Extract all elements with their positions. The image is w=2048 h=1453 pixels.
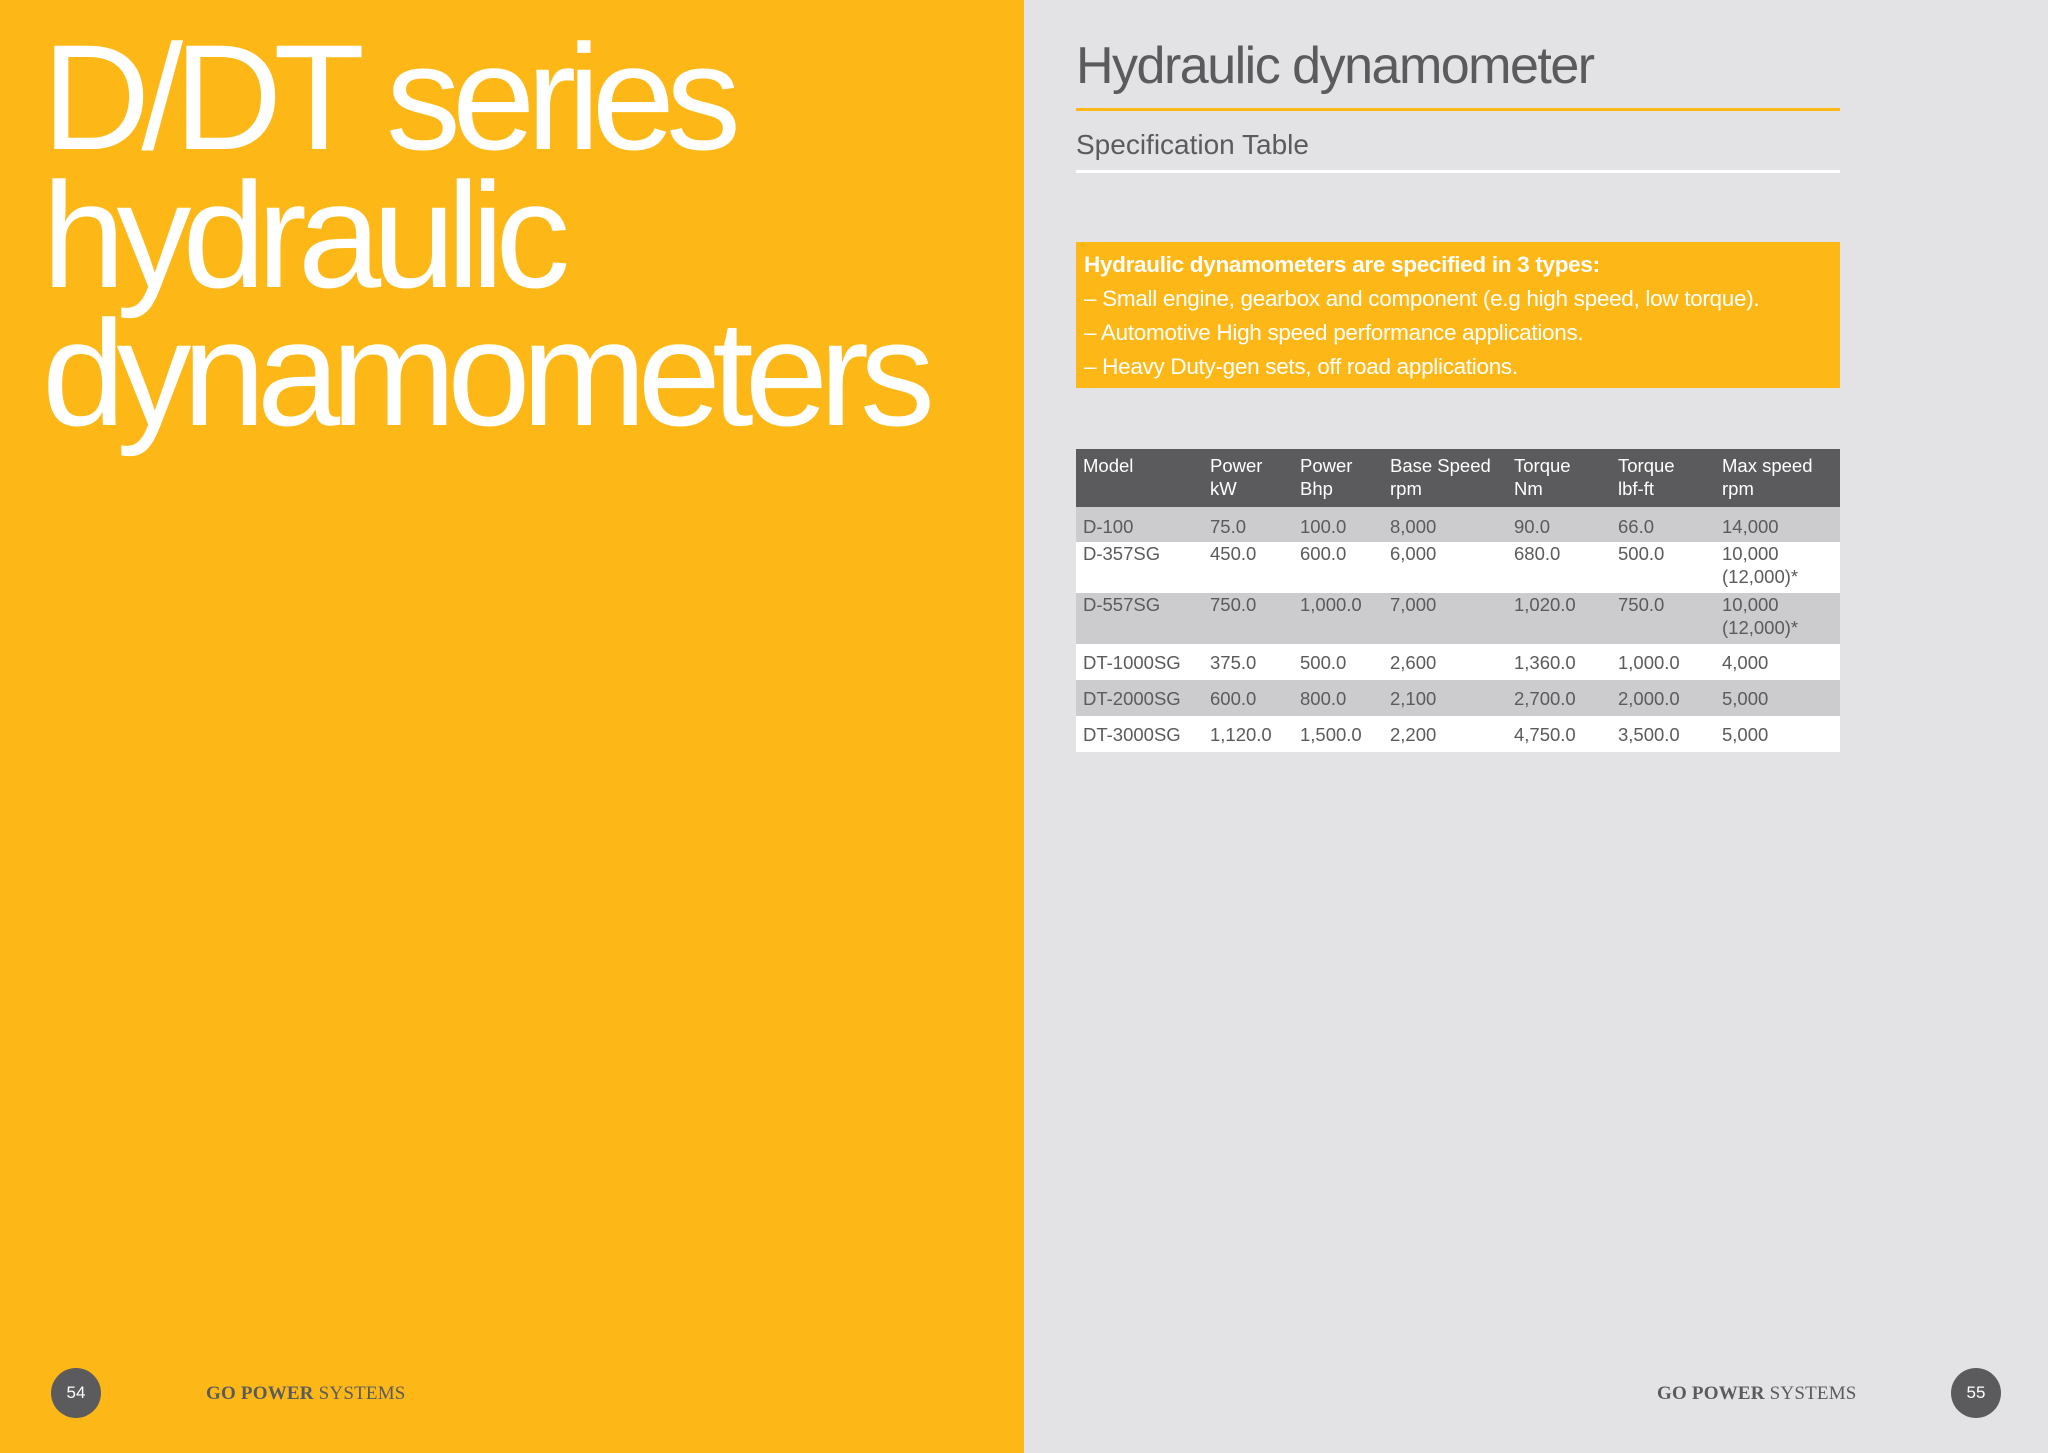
- page-title: Hydraulic dynamometer: [1076, 37, 1594, 95]
- section-title-line-3: dynamometers: [42, 289, 927, 457]
- page-number-right: 55: [1951, 1368, 2001, 1418]
- cell-torque-lbfft: 1,000.0: [1611, 644, 1715, 680]
- cell-model: D-100: [1076, 515, 1203, 542]
- cell-model: DT-3000SG: [1076, 716, 1203, 752]
- table-row: [1076, 542, 1840, 593]
- cell-max-speed: 5,000: [1715, 716, 1840, 752]
- table-spacer: [1076, 507, 1840, 515]
- cell-max-speed: 4,000: [1715, 644, 1840, 680]
- cell-power-kw: 1,120.0: [1203, 716, 1293, 752]
- cell-base-speed: 6,000: [1383, 542, 1507, 593]
- brand-regular: SYSTEMS: [318, 1383, 406, 1404]
- header-torque-lbfft: Torque lbf-ft: [1611, 449, 1715, 507]
- cell-max-speed: 14,000: [1715, 515, 1840, 542]
- cell-base-speed: 2,200: [1383, 716, 1507, 752]
- callout-item: – Heavy Duty-gen sets, off road applications.: [1084, 354, 1518, 379]
- header-power-bhp: Power Bhp: [1293, 449, 1383, 507]
- header-torque-nm: Torque Nm: [1507, 449, 1611, 507]
- callout-item: – Automotive High speed performance applications.: [1084, 320, 1584, 345]
- subtitle-divider: [1076, 170, 1840, 173]
- page-subtitle: Specification Table: [1076, 129, 1309, 160]
- brand-bold: GO POWER: [206, 1383, 314, 1404]
- cell-torque-lbfft: 2,000.0: [1611, 680, 1715, 716]
- cell-torque-lbfft: 750.0: [1611, 593, 1715, 644]
- cell-power-bhp: 100.0: [1293, 515, 1383, 542]
- cell-power-kw: 450.0: [1203, 542, 1293, 593]
- callout-item: – Small engine, gearbox and component (e.g high speed, low torque).: [1084, 286, 1760, 311]
- table-row: [1076, 593, 1840, 644]
- table-row: [1076, 716, 1840, 752]
- cell-torque-nm: 2,700.0: [1507, 680, 1611, 716]
- cell-power-kw: 75.0: [1203, 515, 1293, 542]
- header-base-speed: Base Speed rpm: [1383, 449, 1507, 507]
- cell-power-bhp: 1,500.0: [1293, 716, 1383, 752]
- cell-model: DT-2000SG: [1076, 680, 1203, 716]
- callout-lead: Hydraulic dynamometers are specified in 3 types:: [1084, 252, 1600, 277]
- brand-regular: SYSTEMS: [1769, 1383, 1857, 1404]
- cell-power-bhp: 800.0: [1293, 680, 1383, 716]
- brand-footer-left: [206, 1383, 406, 1405]
- cell-model: D-357SG: [1076, 542, 1203, 593]
- section-title-line-2: hydraulic: [42, 151, 562, 319]
- header-model: Model: [1076, 449, 1203, 507]
- cell-torque-nm: 4,750.0: [1507, 716, 1611, 752]
- cell-max-speed: 10,000 (12,000)*: [1715, 593, 1840, 644]
- cell-torque-lbfft: 500.0: [1611, 542, 1715, 593]
- table-row: [1076, 680, 1840, 716]
- brand-bold: GO POWER: [1657, 1383, 1765, 1404]
- cell-torque-lbfft: 3,500.0: [1611, 716, 1715, 752]
- brand-footer-right: [1657, 1383, 1857, 1405]
- cell-model: D-557SG: [1076, 593, 1203, 644]
- section-title-line-1: D/DT series: [42, 13, 733, 181]
- header-power-kw: Power kW: [1203, 449, 1293, 507]
- cell-base-speed: 2,100: [1383, 680, 1507, 716]
- cell-max-speed: 5,000: [1715, 680, 1840, 716]
- page-number-left: 54: [51, 1368, 101, 1418]
- cell-power-kw: 375.0: [1203, 644, 1293, 680]
- cell-torque-nm: 1,360.0: [1507, 644, 1611, 680]
- cell-max-speed: 10,000 (12,000)*: [1715, 542, 1840, 593]
- cell-base-speed: 7,000: [1383, 593, 1507, 644]
- specification-table: [1076, 449, 1840, 752]
- cell-base-speed: 8,000: [1383, 515, 1507, 542]
- header-max-speed: Max speed rpm: [1715, 449, 1840, 507]
- section-title: [42, 13, 927, 457]
- cell-power-bhp: 1,000.0: [1293, 593, 1383, 644]
- cell-power-kw: 750.0: [1203, 593, 1293, 644]
- cell-model: DT-1000SG: [1076, 644, 1203, 680]
- types-callout: [1076, 242, 1840, 388]
- cell-torque-nm: 680.0: [1507, 542, 1611, 593]
- cell-torque-nm: 90.0: [1507, 515, 1611, 542]
- table-row: [1076, 515, 1840, 542]
- cell-power-kw: 600.0: [1203, 680, 1293, 716]
- cell-base-speed: 2,600: [1383, 644, 1507, 680]
- table-header-row: [1076, 449, 1840, 507]
- table-row: [1076, 644, 1840, 680]
- title-divider: [1076, 108, 1840, 111]
- cell-power-bhp: 500.0: [1293, 644, 1383, 680]
- cell-power-bhp: 600.0: [1293, 542, 1383, 593]
- cell-torque-lbfft: 66.0: [1611, 515, 1715, 542]
- cell-torque-nm: 1,020.0: [1507, 593, 1611, 644]
